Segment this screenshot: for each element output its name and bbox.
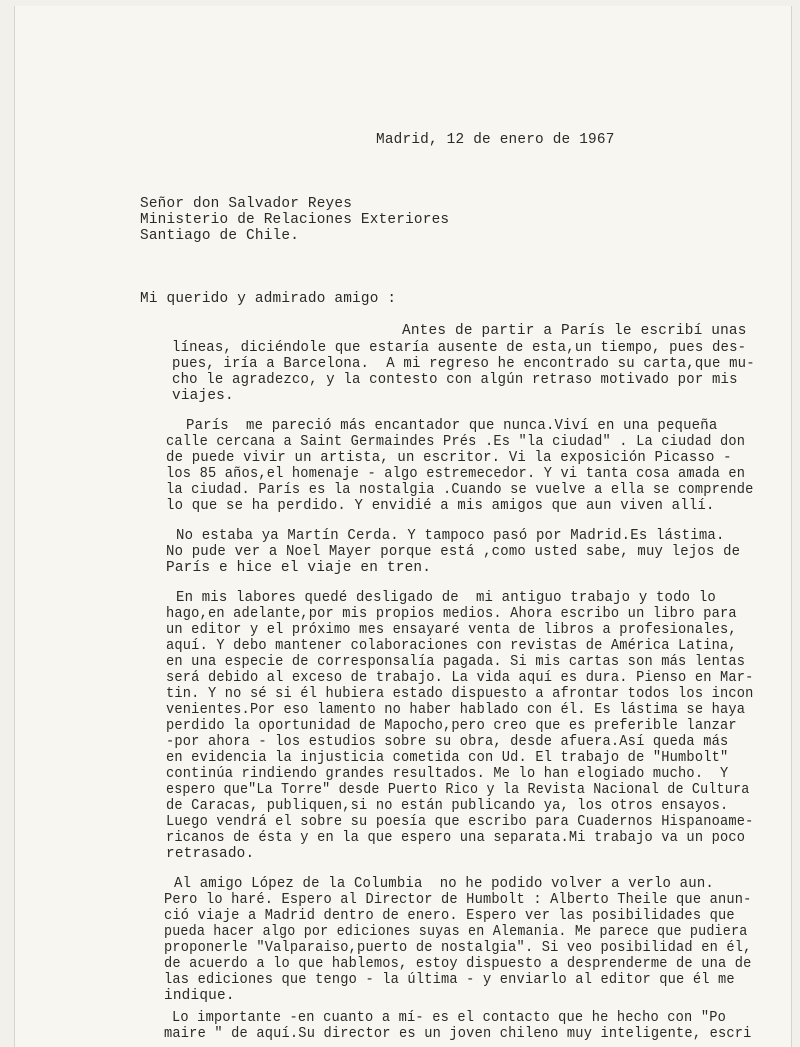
body-line: aquí. Y debo mantener colaboraciones con revistas de América Latina,	[166, 638, 737, 654]
body-line: tin. Y no sé si él hubiera estado dispuesto a afrontar todos los incon	[166, 686, 754, 702]
body-line: de Caracas, publiquen,si no están publicando ya, los otros ensayos.	[166, 798, 729, 814]
body-line: líneas, diciéndole que estaría ausente de esta,un tiempo, pues des-	[172, 340, 747, 356]
body-line: No pude ver a Noel Mayer porque está ,como usted sabe, muy lejos de	[166, 544, 741, 560]
body-line: los 85 años,el homenaje - algo estremecedor. Y vi tanta cosa amada en	[166, 466, 746, 482]
body-line: Lo importante -en cuanto a mí- es el contacto que he hecho con "Po	[172, 1010, 727, 1026]
body-line: hago,en adelante,por mis propios medios. Ahora escribo un libro para	[166, 606, 737, 622]
body-line: pues, iría a Barcelona. A mi regreso he encontrado su carta,que mu-	[172, 356, 755, 372]
salutation: Mi querido y admirado amigo :	[140, 291, 397, 307]
body-line: París me pareció más encantador que nunca.Viví en una pequeña	[186, 418, 718, 434]
body-line: Antes de partir a París le escribí unas	[402, 323, 747, 339]
recipient-line: Ministerio de Relaciones Exteriores	[140, 212, 450, 228]
body-line: en evidencia la injusticia cometida con Ud. El trabajo de "Humbolt"	[166, 750, 729, 766]
body-line: Pero lo haré. Espero al Director de Humbolt : Alberto Theile que anun-	[164, 892, 752, 908]
body-line: un editor y el próximo mes ensayaré venta de libros a profesionales,	[166, 622, 737, 638]
body-line: ricanos de ésta y en la que espero una separata.Mi trabajo va un poco	[166, 830, 746, 846]
body-line: espero que"La Torre" desde Puerto Rico y la Revista Nacional de Cultura	[166, 782, 750, 798]
body-line: retrasado.	[166, 846, 255, 862]
body-line: proponerle "Valparaiso,puerto de nostalgia". Si veo posibilidad en él,	[164, 940, 752, 956]
body-line: indique.	[164, 988, 235, 1004]
body-line: pueda hacer algo por ediciones suyas en Alemania. Me parece que pudiera	[164, 924, 748, 940]
body-line: París e hice el viaje en tren.	[166, 560, 432, 576]
body-line: de puede vivir un artista, un escritor. Vi la exposición Picasso -	[166, 450, 732, 466]
body-line: calle cercana a Saint Germaindes Prés .Es "la ciudad" . La ciudad don	[166, 434, 746, 450]
body-line: -por ahora - los estudios sobre su obra, desde afuera.Así queda más	[166, 734, 729, 750]
body-line: ció viaje a Madrid dentro de enero. Espero ver las posibilidades que	[164, 908, 735, 924]
body-line: cho le agradezco, y la contesto con algún retraso motivado por mis	[172, 372, 738, 388]
body-line: En mis labores quedé desligado de mi antiguo trabajo y todo lo	[176, 590, 716, 606]
body-line: lo que se ha perdido. Y envidié a mis amigos que aun viven allí.	[166, 498, 715, 514]
body-line: viajes.	[172, 388, 234, 404]
body-line: será debido al exceso de trabajo. La vida aquí es dura. Pienso en Mar-	[166, 670, 754, 686]
body-line: Luego vendrá el sobre su poesía que escribo para Cuadernos Hispanoame-	[166, 814, 754, 830]
body-line: Al amigo López de la Columbia no he podido volver a verlo aun.	[174, 876, 714, 892]
body-line: las ediciones que tengo - la última - y enviarlo al editor que él me	[164, 972, 735, 988]
recipient-line: Señor don Salvador Reyes	[140, 196, 353, 212]
body-line: de acuerdo a lo que hablemos, estoy dispuesto a desprenderme de una de	[164, 956, 752, 972]
body-line: continúa rindiendo grandes resultados. Me lo han elogiado mucho. Y	[166, 766, 729, 782]
body-line: venientes.Por eso lamento no haber hablado con él. Es lástima se haya	[166, 702, 746, 718]
body-line: perdido la oportunidad de Mapocho,pero creo que es preferible lanzar	[166, 718, 737, 734]
body-line: la ciudad. París es la nostalgia .Cuando se vuelve a ella se comprende	[166, 482, 754, 498]
body-line: en una especie de corresponsalía pagada. Si mis cartas son más lentas	[166, 654, 746, 670]
body-line: No estaba ya Martín Cerda. Y tampoco pasó por Madrid.Es lástima.	[176, 528, 725, 544]
recipient-line: Santiago de Chile.	[140, 228, 300, 244]
letter-date: Madrid, 12 de enero de 1967	[376, 132, 615, 148]
body-line: maire " de aquí.Su director es un joven chileno muy inteligente, escri	[164, 1026, 752, 1042]
